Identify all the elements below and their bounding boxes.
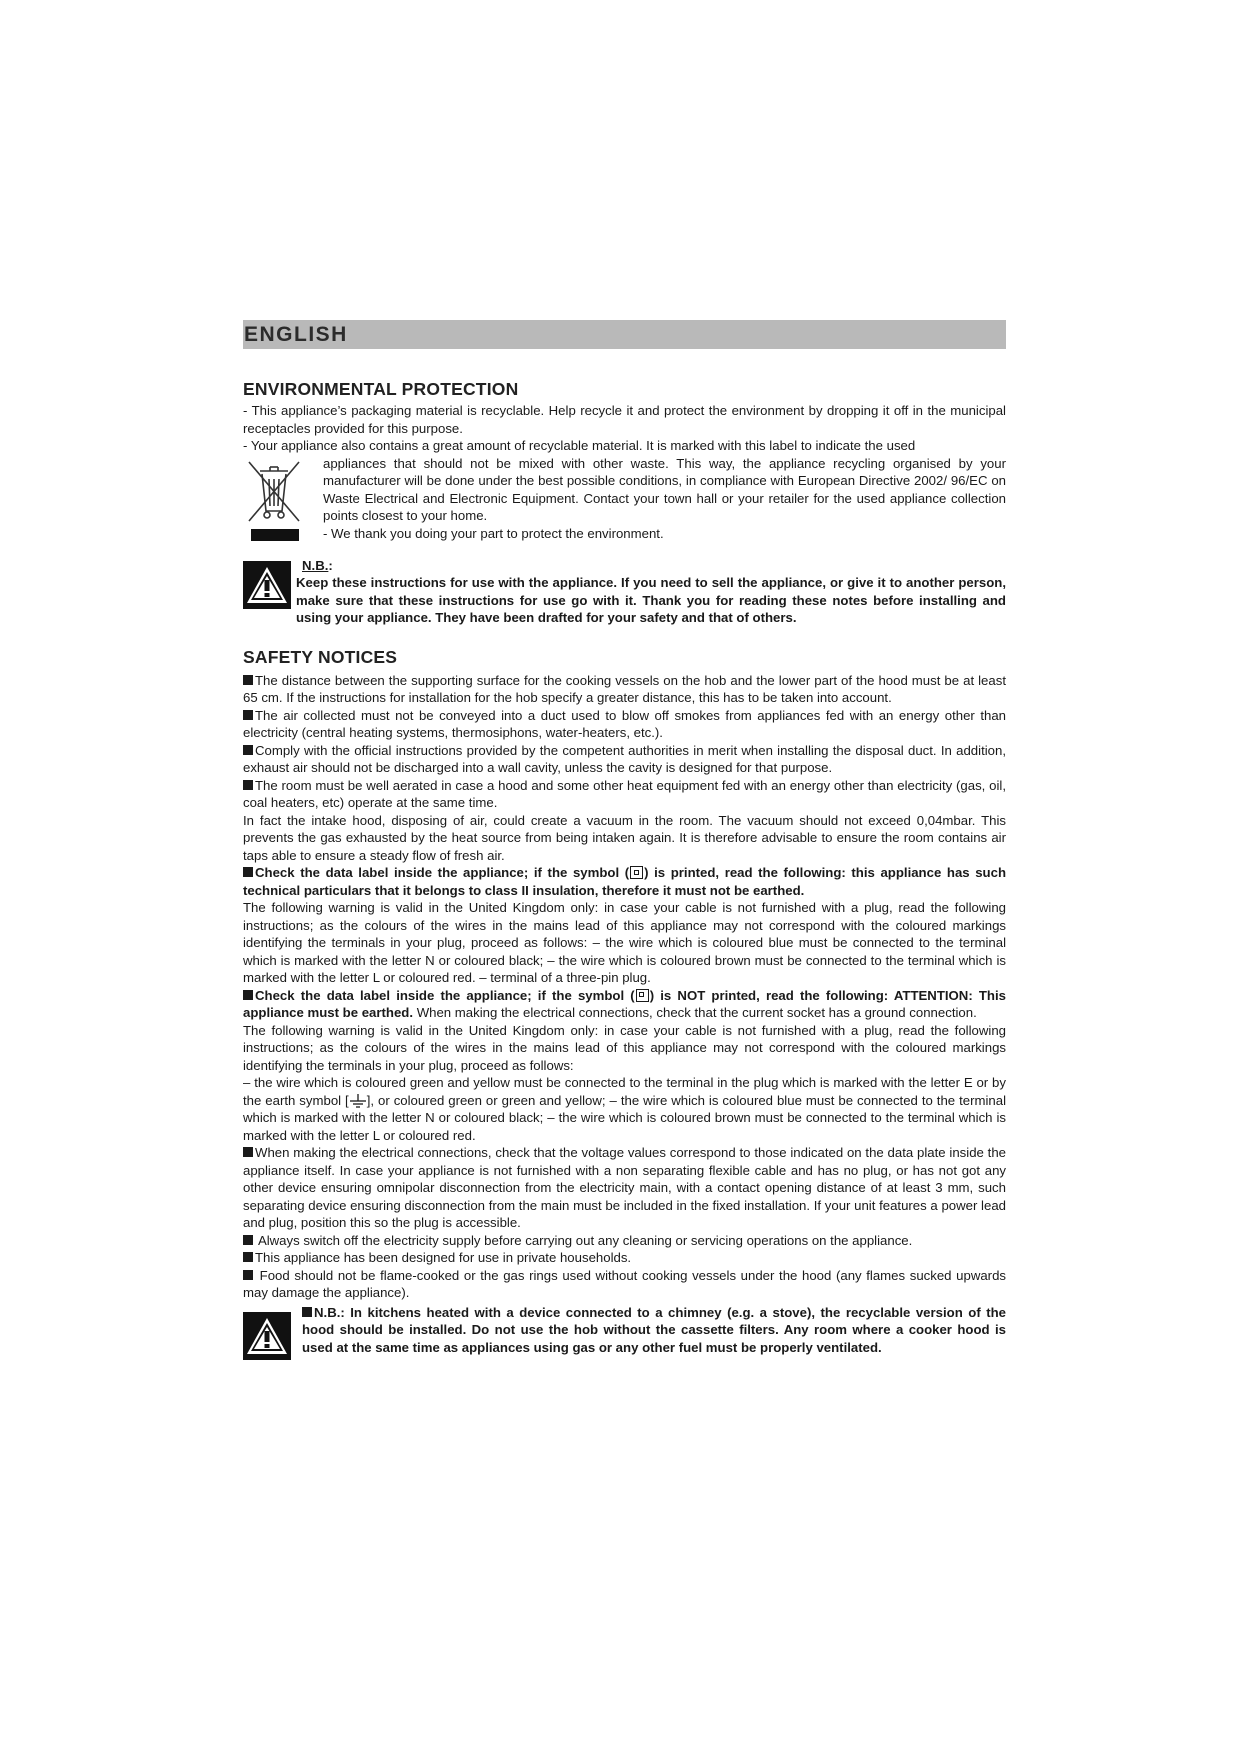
language-header: ENGLISH <box>243 320 1006 349</box>
class-ii-insulation-icon <box>630 866 643 879</box>
warning-icon <box>243 557 296 614</box>
safety-notice-aeration: The room must be well aerated in case a hood and some other heat equipment fed with an energy other than electricity (gas, oil, coal heaters, etc) operate at the same time. <box>243 777 1006 810</box>
safety-notice-class2: Check the data label inside the appliance; if the symbol ( ) is printed, read the following: this appliance has such technical particulars that it belongs to class II insulation, therefore it must not be earthed. <box>243 865 1007 898</box>
safety-notice-vacuum: In fact the intake hood, disposing of air, could create a vacuum in the room. The vacuum should not exceed 0,04mbar. This prevents the gas exhausted by the heat source from being intaken again. It is therefore advisable to ensure the room contains air taps able to ensure a steady flow of fresh air. <box>243 812 1006 863</box>
bullet-square-icon <box>243 780 253 790</box>
safety-notice-households: This appliance has been designed for use in private households. <box>243 1249 1006 1267</box>
bullet-square-icon <box>243 1252 253 1262</box>
environmental-title: ENVIRONMENTAL PROTECTION <box>243 379 519 399</box>
nb-warning-block <box>243 557 1006 627</box>
bullet-square-icon <box>243 745 253 755</box>
earth-symbol-icon <box>349 1094 367 1108</box>
safety-notice-switch-off: Always switch off the electricity supply before carrying out any cleaning or servicing operations on the appliance. <box>243 1232 1006 1250</box>
safety-notice-voltage: When making the electrical connections, check that the voltage values correspond to those indicated on the data plate inside the appliance itself. In case your appliance is not furnished with a non separating flexible cable and has no plug, or has not got any other device ensuring omnipolar disconnection from the electricity main, with a contact opening distance of at least 3 mm, such separating device ensuring disconnection from the main must be included in the fixed installation. If your unit features a power lead and plug, position this so the plug is accessible. <box>243 1145 1006 1230</box>
nb-chimney-block <box>243 1304 1006 1365</box>
class-ii-insulation-icon <box>636 989 649 1002</box>
bullet-square-icon <box>243 1270 253 1280</box>
safety-notice-uk-plug-1: The following warning is valid in the United Kingdom only: in case your cable is not furnished with a plug, read the following instructions; as the colours of the wires in the mains lead of this appliance may not correspond with the coloured markings identifying the terminals in your plug, proceed as follows: – the wire which is coloured blue must be connected to the terminal which is marked with the letter N or coloured black; – the wire which is coloured brown must be connected to the terminal which is marked with the letter L or coloured red. – terminal of a three-pin plug. <box>243 900 1006 985</box>
bullet-square-icon <box>243 675 253 685</box>
safety-title: SAFETY NOTICES <box>243 646 398 667</box>
safety-notice-duct: The air collected must not be conveyed into a duct used to blow off smokes from appliances fed with an energy other than electricity (central heating systems, thermosiphons, water-heaters, etc.). <box>243 707 1006 740</box>
env-paragraph-thanks: - We thank you doing your part to protect the environment. <box>323 525 664 541</box>
warning-icon <box>243 1304 302 1365</box>
crossed-bin-icon <box>243 455 323 547</box>
bullet-square-icon <box>243 867 253 877</box>
bullet-square-icon <box>243 990 253 1000</box>
bullet-square-icon <box>243 710 253 720</box>
safety-notice-distance: The distance between the supporting surface for the cooking vessels on the hob and the lower part of the hood must be at least 65 cm. If the instructions for installation for the hob specify a greater distance, this has to be taken into account. <box>243 672 1006 705</box>
bullet-square-icon <box>243 1147 253 1157</box>
nb-chimney-text: N.B.: In kitchens heated with a device connected to a chimney (e.g. a stove), the recyclable version of the hood should be installed. Do not use the hob without the cassette filters. Any room where a cooker hood is used at the same time as appliances using gas or any other fuel must be properly ventilated. <box>302 1304 1006 1355</box>
safety-notice-earth-wiring: – the wire which is coloured green and yellow must be connected to the terminal in the plug which is marked with the letter E or by the earth symbol [ ], or coloured green or green and yellow; – the wire which is coloured blue must be connected to the terminal which is marked with the letter N or coloured black; – the wire which is coloured brown must be connected to the terminal which is marked with the letter L or coloured red. <box>243 1075 1006 1143</box>
env-paragraph-recycling: appliances that should not be mixed with other waste. This way, the appliance recycling organised by your manufacturer will be done under the best possible conditions, in compliance with European Directive 2002/ 96/EC on Waste Electrical and Electronic Equipment. Contact your town hall or your retailer for the used appliance collection points closest to your home. <box>323 455 1006 523</box>
safety-notice-official: Comply with the official instructions provided by the competent authorities in merit when installing the disposal duct. In addition, exhaust air should not be discharged into a wall cavity, unless the cavity is designed for that purpose. <box>243 742 1006 775</box>
safety-notice-flame: Food should not be flame-cooked or the gas rings used without cooking vessels under the hood (any flames sucked upwards may damage the appliance). <box>243 1267 1006 1300</box>
nb-label: N.B.: <box>302 557 333 573</box>
bullet-square-icon <box>302 1307 312 1317</box>
weee-block <box>243 455 1006 547</box>
env-paragraph-recycling-lead: - Your appliance also contains a great amount of recyclable material. It is marked with this label to indicate the used <box>243 438 916 453</box>
bullet-square-icon <box>243 1235 253 1245</box>
nb-keep-instructions: Keep these instructions for use with the appliance. If you need to sell the appliance, or give it to another person, make sure that these instructions for use go with it. Thank you for reading these notes before installing and using your appliance. They have been drafted for your safety and that of others. <box>296 575 1006 625</box>
env-paragraph-packaging: - This appliance’s packaging material is recyclable. Help recycle it and protect the environment by dropping it off in the municipal receptacles provided for this purpose. <box>243 403 1006 436</box>
manual-page <box>243 320 1006 1365</box>
safety-notice-earthed: Check the data label inside the appliance; if the symbol ( ) is NOT printed, read the following: ATTENTION: This appliance must be earthed. When making the electrical connections, check that the current socket has a ground connection. <box>243 987 1006 1020</box>
safety-notice-uk-plug-2: The following warning is valid in the United Kingdom only: in case your cable is not furnished with a plug, read the following instructions; as the colours of the wires in the mains lead of this appliance may not correspond with the coloured markings identifying the terminals in your plug, proceed as follows: <box>243 1022 1006 1073</box>
